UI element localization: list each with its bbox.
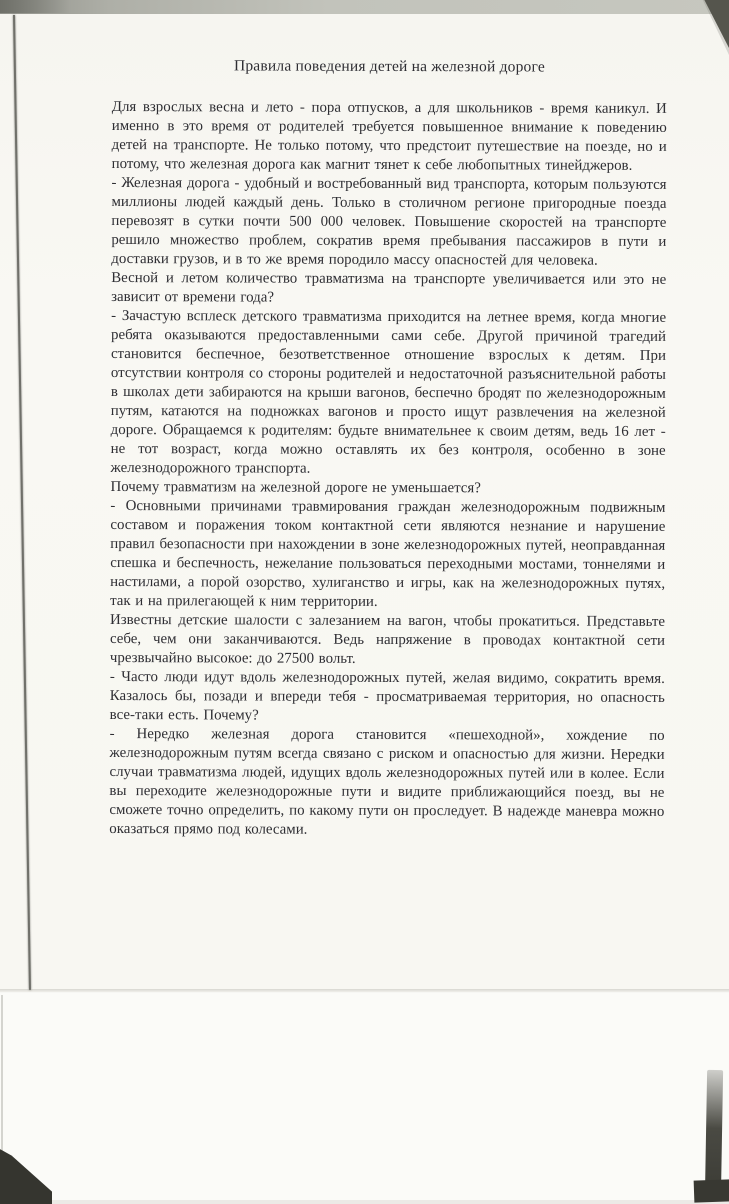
- paragraph: - Железная дорога - удобный и востребованный вид транспорта, которым пользуются миллионы людей каждый день. Только в столичном регионе пригородные поезда перевозят в сутки почти 500 000 человек. Повышение скоростей на транспорте решило множество проблем, сократив время пребывания пассажиров в пути и доставки грузов, и в то же время породило массу опасностей для человека.: [111, 174, 667, 269]
- paragraph: Для взрослых весна и лето - пора отпусков, а для школьников - время каникул. И именно в это время от родителей требуется повышенное внимание к поведению детей на транспорте. Не только потому, что предстоит путешествие на поезде, но и потому, что железная дорога как магнит тянет к себе любопытных тинейджеров.: [111, 98, 667, 174]
- paragraph: - Зачастую всплеск детского травматизма приходится на летнее время, когда многие ребята оказываются предоставленными сами себе. Другой причиной трагедий становится беспечное, безответственное отношение взрослых к детям. При отсутствии контроля со стороны родителей и недостаточной разъяснительной работы в школах дети забираются на крыши вагонов, беспечно бродят по железнодорожным путям, катаются на подножках вагонов и просто ищут развлечения на железной дороге. Обращаемся к родителям: будьте внимательнее к своим детям, ведь 16 лет - не тот возраст, когда можно оставлять их без контроля, особенно в зоне железнодорожного транспорта.: [110, 307, 667, 477]
- scan-page-bottom-edge: [0, 989, 729, 993]
- scanner-edge-top: [0, 0, 729, 14]
- paragraph: - Часто люди идут вдоль железнодорожных путей, желая видимо, сократить время. Казалось бы, позади и впереди тебя - просматриваемая территория, но опасность все-таки есть. Почему?: [109, 668, 665, 724]
- document-page: [109, 56, 667, 841]
- page-title: Правила поведения детей на железной дороге: [233, 57, 545, 76]
- paragraph: Почему травматизм на железной дороге не уменьшается?: [110, 478, 481, 497]
- paragraph: Весной и летом количество травматизма на транспорте увеличивается или это не зависит от времени года?: [111, 269, 667, 306]
- scan-paper-lower-surface: [0, 992, 729, 1200]
- paragraph: - Нередко железная дорога становится «пешеходной», хождение по железнодорожным путям всегда связано с риском и опасностью для жизни. Нередки случаи травматизма людей, идущих вдоль железнодорожных путей или в колее. Если вы переходите железнодорожные пути и видите приближающийся поезд, вы не сможете точно определить, по какому пути он проследует. В надежде маневра можно оказаться прямо под колесами.: [109, 725, 665, 838]
- scanner-edge-top-left-shadow: [0, 0, 70, 13]
- scan-corner-shadow-bottom-right: [694, 1179, 729, 1202]
- paragraph: Известны детские шалости с залезанием на вагон, чтобы прокатиться. Представьте себе, чем они заканчиваются. Ведь напряжение в проводах контактной сети чрезвычайно высокое: до 27500 вольт.: [109, 611, 666, 667]
- paragraph: - Основными причинами травмирования граждан железнодорожным подвижным составом и поражения током контактной сети являются незнание и нарушение правил безопасности при нахождении в зоне железнодорожных путей, неоправданная спешка и беспечность, нежелание пользоваться переходными мостами, тоннелями и настилами, а порой озорство, хулиганство и игры, как на железнодорожных путях, так и на прилегающей к ним территории.: [110, 497, 666, 610]
